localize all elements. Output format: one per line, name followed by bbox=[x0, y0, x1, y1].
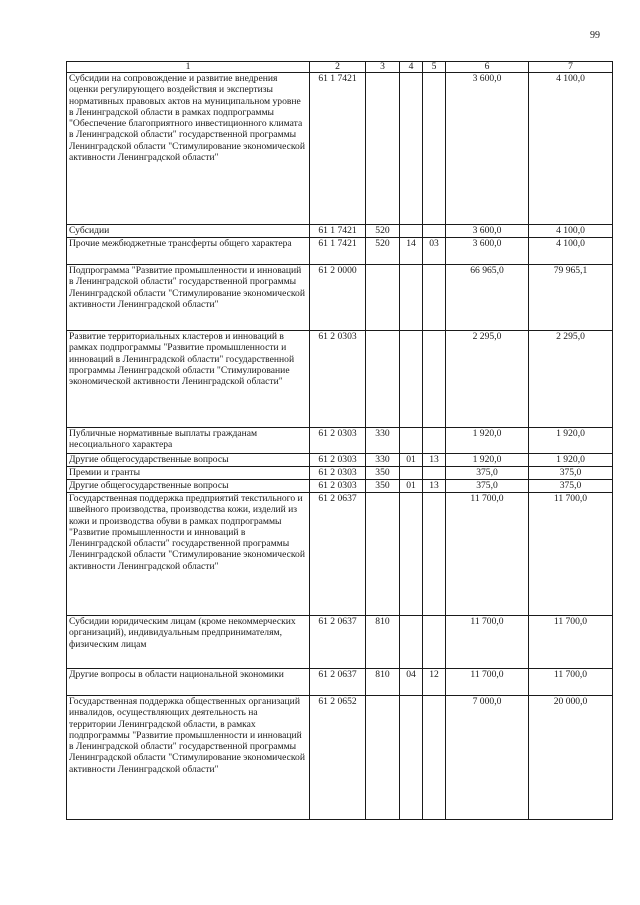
header-col-7: 7 bbox=[529, 62, 613, 73]
row-pr bbox=[423, 225, 446, 238]
row-code: 61 2 0303 bbox=[310, 428, 366, 454]
row-rz bbox=[400, 225, 423, 238]
table-row bbox=[67, 493, 613, 616]
header-col-2: 2 bbox=[310, 62, 366, 73]
row-sum1: 2 295,0 bbox=[446, 331, 529, 428]
row-name: Государственная поддержка предприятий текстильного и швейного производства, производства кожи, изделий из кожи и производства обуви в рамках подпрограммы "Развитие промышленности и инноваций в Ленинградской области" государственной программы Ленинградской области "Стимулирование экономической активности Ленинградской области" bbox=[67, 493, 310, 616]
row-code: 61 1 7421 bbox=[310, 238, 366, 265]
row-name: Субсидии на сопровождение и развитие внедрения оценки регулирующего воздействия и экспертизы нормативных правовых актов на муниципальном уровне в Ленинградской области в рамках подпрограммы "Обеспечение благоприятного инвестиционного климата в Ленинградской области" государственной программы Ленинградской области "Стимулирование экономической активности Ленинградской области" bbox=[67, 73, 310, 225]
row-pr bbox=[423, 331, 446, 428]
row-sum1: 1 920,0 bbox=[446, 454, 529, 467]
row-name: Государственная поддержка общественных организаций инвалидов, осуществляющих деятельность на территории Ленинградской области, в рамках подпрограммы "Развитие промышленности и инноваций в Ленинградской области" государственной программы Ленинградской области "Стимулирование экономической активности Ленинградской области" bbox=[67, 696, 310, 820]
row-pr bbox=[423, 428, 446, 454]
header-col-5: 5 bbox=[423, 62, 446, 73]
row-name: Подпрограмма "Развитие промышленности и инноваций в Ленинградской области" государственной программы Ленинградской области "Стимулирование экономической активности Ленинградской области" bbox=[67, 265, 310, 331]
row-vr bbox=[366, 73, 400, 225]
row-sum1: 375,0 bbox=[446, 480, 529, 493]
budget-table bbox=[66, 61, 613, 820]
table-row bbox=[67, 238, 613, 265]
page-number: 99 bbox=[590, 30, 600, 41]
table-row bbox=[67, 225, 613, 238]
row-code: 61 2 0303 bbox=[310, 480, 366, 493]
table-row bbox=[67, 616, 613, 669]
row-sum1: 66 965,0 bbox=[446, 265, 529, 331]
row-pr: 12 bbox=[423, 669, 446, 696]
row-code: 61 2 0303 bbox=[310, 454, 366, 467]
row-vr bbox=[366, 696, 400, 820]
row-code: 61 2 0303 bbox=[310, 467, 366, 480]
row-vr: 330 bbox=[366, 454, 400, 467]
row-code: 61 2 0637 bbox=[310, 493, 366, 616]
row-sum2: 4 100,0 bbox=[529, 225, 613, 238]
row-pr: 03 bbox=[423, 238, 446, 265]
row-sum2: 11 700,0 bbox=[529, 616, 613, 669]
table-row bbox=[67, 73, 613, 225]
row-rz: 01 bbox=[400, 454, 423, 467]
row-name: Субсидии bbox=[67, 225, 310, 238]
table-row bbox=[67, 696, 613, 820]
row-rz bbox=[400, 696, 423, 820]
row-vr: 330 bbox=[366, 428, 400, 454]
table-row bbox=[67, 467, 613, 480]
row-sum2: 4 100,0 bbox=[529, 238, 613, 265]
row-sum2: 375,0 bbox=[529, 467, 613, 480]
row-pr: 13 bbox=[423, 454, 446, 467]
row-sum2: 11 700,0 bbox=[529, 493, 613, 616]
row-code: 61 2 0637 bbox=[310, 669, 366, 696]
row-vr bbox=[366, 331, 400, 428]
row-code: 61 2 0000 bbox=[310, 265, 366, 331]
row-vr: 520 bbox=[366, 238, 400, 265]
row-vr: 350 bbox=[366, 480, 400, 493]
header-col-6: 6 bbox=[446, 62, 529, 73]
row-pr bbox=[423, 467, 446, 480]
row-vr bbox=[366, 265, 400, 331]
row-pr bbox=[423, 493, 446, 616]
row-sum2: 4 100,0 bbox=[529, 73, 613, 225]
row-pr: 13 bbox=[423, 480, 446, 493]
row-pr bbox=[423, 265, 446, 331]
row-sum2: 1 920,0 bbox=[529, 454, 613, 467]
row-name: Другие общегосударственные вопросы bbox=[67, 454, 310, 467]
row-sum1: 3 600,0 bbox=[446, 225, 529, 238]
row-pr bbox=[423, 73, 446, 225]
row-rz bbox=[400, 616, 423, 669]
row-vr: 810 bbox=[366, 669, 400, 696]
header-col-4: 4 bbox=[400, 62, 423, 73]
table-header-row bbox=[67, 62, 613, 73]
row-rz: 04 bbox=[400, 669, 423, 696]
table-row bbox=[67, 669, 613, 696]
row-rz: 01 bbox=[400, 480, 423, 493]
table-row bbox=[67, 331, 613, 428]
row-sum1: 7 000,0 bbox=[446, 696, 529, 820]
row-sum2: 1 920,0 bbox=[529, 428, 613, 454]
row-name: Субсидии юридическим лицам (кроме некоммерческих организаций), индивидуальным предпринимателям, физическим лицам bbox=[67, 616, 310, 669]
row-sum1: 11 700,0 bbox=[446, 493, 529, 616]
row-sum1: 11 700,0 bbox=[446, 669, 529, 696]
table-row bbox=[67, 265, 613, 331]
row-pr bbox=[423, 616, 446, 669]
row-name: Публичные нормативные выплаты гражданам несоциального характера bbox=[67, 428, 310, 454]
row-rz bbox=[400, 428, 423, 454]
row-sum1: 1 920,0 bbox=[446, 428, 529, 454]
row-sum1: 3 600,0 bbox=[446, 238, 529, 265]
row-name: Прочие межбюджетные трансферты общего характера bbox=[67, 238, 310, 265]
row-name: Развитие территориальных кластеров и инноваций в рамках подпрограммы "Развитие промышленности и инноваций в Ленинградской области" государственной программы Ленинградской области "Стимулирование экономической активности Ленинградской области" bbox=[67, 331, 310, 428]
row-sum2: 79 965,1 bbox=[529, 265, 613, 331]
row-name: Другие вопросы в области национальной экономики bbox=[67, 669, 310, 696]
row-vr: 810 bbox=[366, 616, 400, 669]
row-code: 61 1 7421 bbox=[310, 225, 366, 238]
row-sum2: 375,0 bbox=[529, 480, 613, 493]
row-name: Премии и гранты bbox=[67, 467, 310, 480]
row-rz: 14 bbox=[400, 238, 423, 265]
header-col-1: 1 bbox=[67, 62, 310, 73]
row-vr: 350 bbox=[366, 467, 400, 480]
row-code: 61 1 7421 bbox=[310, 73, 366, 225]
header-col-3: 3 bbox=[366, 62, 400, 73]
table-row bbox=[67, 480, 613, 493]
row-sum1: 11 700,0 bbox=[446, 616, 529, 669]
row-name: Другие общегосударственные вопросы bbox=[67, 480, 310, 493]
row-sum2: 2 295,0 bbox=[529, 331, 613, 428]
row-rz bbox=[400, 493, 423, 616]
row-sum1: 375,0 bbox=[446, 467, 529, 480]
row-code: 61 2 0303 bbox=[310, 331, 366, 428]
row-vr bbox=[366, 493, 400, 616]
row-rz bbox=[400, 331, 423, 428]
row-rz bbox=[400, 265, 423, 331]
row-rz bbox=[400, 73, 423, 225]
table-row bbox=[67, 454, 613, 467]
table-row bbox=[67, 428, 613, 454]
row-code: 61 2 0652 bbox=[310, 696, 366, 820]
row-sum2: 11 700,0 bbox=[529, 669, 613, 696]
row-sum1: 3 600,0 bbox=[446, 73, 529, 225]
row-pr bbox=[423, 696, 446, 820]
row-sum2: 20 000,0 bbox=[529, 696, 613, 820]
row-rz bbox=[400, 467, 423, 480]
row-vr: 520 bbox=[366, 225, 400, 238]
row-code: 61 2 0637 bbox=[310, 616, 366, 669]
